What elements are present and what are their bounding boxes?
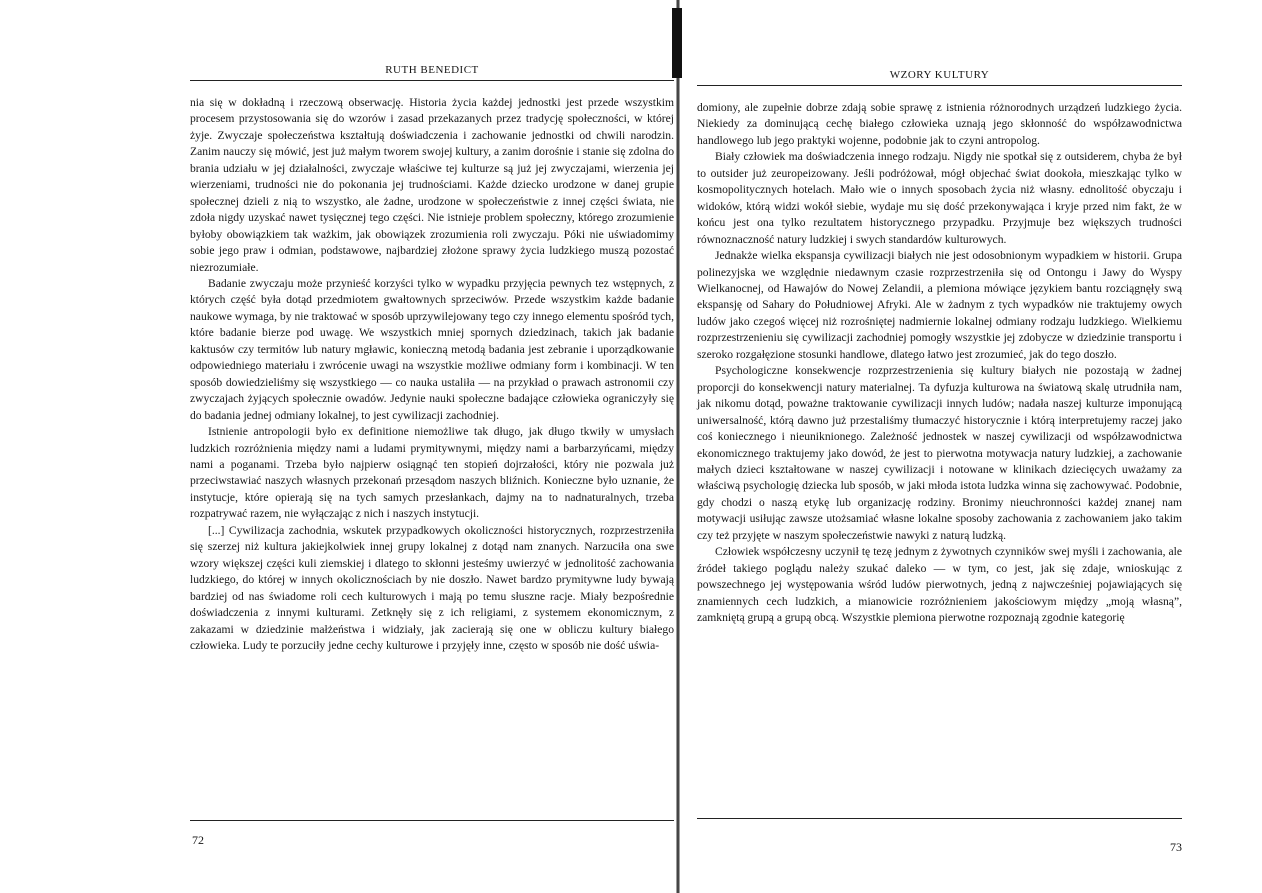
paragraph: Jednakże wielka ekspansja cywilizacji białych nie jest odosobnionym wypadkiem w historii. Grupa polinezyjska we względnie niedawnym czasie rozprzestrzeniła się od Ontongu i Jawy do Wyspy Wielkanocnej, od Hawajów do Nowej Zelandii, a plemiona mówiące językiem bantu rozciągnęły swą ekspansję od Sahary do Południowej Afryki. Ale w żadnym z tych wypadków nie traktujemy owych ludów jako czegoś więcej niż rozrośniętej nadmiernie lokalnej odmiany rodzaju ludzkiego. Wielkiemu rozprzestrzenieniu się cywilizacji zachodniej pomogły wszystkie jej zdobycze w dziedzinie transportu i szeroko rozgałęzione stosunki handlowe, dlatego łatwo jest zrozumieć, jak do tego doszło.	[697, 249, 1182, 361]
paragraph: Biały człowiek ma doświadczenia innego rodzaju. Nigdy nie spotkał się z outsiderem, chyba że był to outsider już zeuropeizowany. Jeśli podróżował, mógł objechać świat dookoła, mieszkając tylko w kosmopolitycznych hotelach. Mało wie o innych sposobach życia niż własny. ednolitość obyczaju i widoków, którą widzi wokół siebie, wydaje mu się dość przekonywająca i kryje przed nim fakt, że w końcu jest ona tylko rezultatem historycznego przypadku. Przyjmuje bez większych trudności równoznaczność natury ludzkiej i swych standardów kulturowych.	[697, 150, 1182, 246]
paragraph: Istnienie antropologii było ex definitione niemożliwe tak długo, jak długo tkwiły w umysłach ludzkich rozróżnienia między nami a ludami prymitywnymi, między nami a barbarzyńcami, między nami a poganami. Trzeba było najpierw osiągnąć ten stopień dojrzałości, który nie pozwala już przeciwstawiać naszych własnych przekonań przesądom naszych bliźnich. Konieczne było uznanie, że instytucje, które opierają się na tych samych przesłankach, dajmy na to nadnaturalnych, trzeba rozpatrywać razem, nie wyłączając z nich i naszych instytucji.	[190, 425, 674, 521]
right-page	[697, 0, 1182, 893]
running-head: RUTH BENEDICT	[385, 64, 479, 76]
footer-rule	[697, 818, 1182, 819]
page-body	[697, 100, 1182, 627]
left-page	[190, 0, 674, 893]
page-body	[190, 95, 674, 654]
running-head: WZORY KULTURY	[889, 69, 990, 81]
footer-rule	[190, 820, 674, 821]
page-number: 72	[192, 833, 204, 847]
paragraph: nia się w dokładną i rzeczową obserwację. Historia życia każdej jednostki jest przede wszystkim procesem przystosowania się do wzorów i zasad przekazanych przez tradycję społeczności, w której żyje. Zwyczaje społeczeństwa kształtują doświadczenia i zachowanie jednostki od chwili narodzin. Zanim nauczy się mówić, jest już małym tworem swojej kultury, a zanim dorośnie i stanie się zdolna do brania udziału w jej działalności, zwyczaje właściwe tej kulturze są już jej zwyczajami, wierzenia jej wierzeniami, trudności nie do pokonania jej trudnościami. Każde dziecko urodzone w danej grupie społecznej dzieli z nią to wszystko, ale żadne, urodzone w społeczeństwie z innej części świata, nie zdoła nigdy uzyskać nawet tysięcznej tego części. Nie istnieje problem społeczny, którego zrozumienie byłoby obowiązkiem tak ważkim, jak obowiązek zrozumienia roli zwyczaju. Póki nie uświadomimy sobie jego praw i odmian, podstawowe, najbardziej złożone sprawy życia ludzkiego muszą pozostać niezrozumiałe.	[190, 96, 674, 274]
header-rule	[190, 80, 674, 81]
paragraph: Psychologiczne konsekwencje rozprzestrzenienia się kultury białych nie pozostają w żadnej proporcji do konsekwencji natury materialnej. Ta dyfuzja kulturowa na światową skalę utrudniła nam, jak nikomu dotąd, poważne traktowanie cywilizacji innych ludów; nadała naszej kulturze imponującą uniwersalność, którą dawno już przestaliśmy tłumaczyć historycznie i którą interpretujemy raczej jako coś koniecznego i nieuniknionego. Zależność jednostek w naszej cywilizacji od współzawodnictwa ekonomicznego traktujemy jako dowód, że jest to pierwotna motywacja natury ludzkiej, a zachowanie małych dzieci kształtowane w naszej cywilizacji i notowane w klinikach dziecięcych uważamy za właściwą psychologię dziecka lub sposób, w jaki młoda istota ludzka winna się zachowywać. Podobnie, gdy chodzi o naszą etykę lub organizację rodziny. Bronimy nieuchronności każdej znanej nam motywacji usiłując zawsze utożsamiać własne lokalne sposoby zachowania z zachowaniem jako takim czy też przyjęte w naszym społeczeństwie nawyki z naturą ludzką.	[697, 364, 1182, 542]
page-number: 73	[1170, 840, 1182, 854]
book-gutter	[676, 0, 680, 893]
paragraph: Człowiek współczesny uczynił tę tezę jednym z żywotnych czynników swej myśli i zachowania, ale źródeł takiego poglądu należy szukać daleko — w tym, co jest, jak się zdaje, wnioskując z powszechnego jej występowania wśród ludów pierwotnych, jedną z najwcześniej pojawiających się znamiennych cech ludzkich, a mianowicie rozróżnieniem jakościowym między „moją własną”, zamkniętą grupą a grupą obcą. Wszystkie plemiona pierwotne rozpoznają zgodnie kategorię	[697, 545, 1182, 625]
paragraph: Badanie zwyczaju może przynieść korzyści tylko w wypadku przyjęcia pewnych tez wstępnych, z których część była dotąd przedmiotem gwałtownych sprzeciwów. Przede wszystkim każde badanie naukowe wymaga, by nie traktować w sposób uprzywilejowany tego czy innego elementu spośród tych, które badanie bierze pod uwagę. We wszystkich mniej spornych dziedzinach, takich jak badanie kaktusów czy termitów lub natury mgławic, konieczną metodą badania jest zebranie i uporządkowanie odpowiedniego materiału i zwrócenie uwagi na wszystkie możliwe odmiany form i kombinacji. W ten sposób dowiedzieliśmy się wszystkiego — co nauka ustaliła — na przykład o prawach astronomii czy zwyczajach żyjących społecznie owadów. Jedynie nauki społeczne badające człowieka ograniczyły się do badania jednej odmiany lokalnej, to jest cywilizacji zachodniej.	[190, 276, 674, 422]
header-rule	[697, 85, 1182, 86]
paragraph: domiony, ale zupełnie dobrze zdają sobie sprawę z istnienia różnorodnych urządzeń ludzkiego życia. Niekiedy za dominującą cechę białego człowieka uznają jego skłonność do współzawodnictwa handlowego lub jego praktyki wojenne, podobnie jak to czyni antropolog.	[697, 101, 1182, 147]
paragraph: [...] Cywilizacja zachodnia, wskutek przypadkowych okoliczności historycznych, rozprzestrzeniła się szerzej niż kultura jakiejkolwiek innej grupy lokalnej z dotąd nam znanych. Narzuciła ona swe wzory większej części kuli ziemskiej i dlatego to skłonni jesteśmy uwierzyć w jednolitość zachowania ludzkiego, do której w innych okolicznościach by nie doszło. Nawet bardzo prymitywne ludy bywają bardziej od nas świadome roli cech kulturowych i mają po temu słuszne racje. Miały bezpośrednie doświadczenia z innymi kulturami. Zetknęły się z ich religiami, z systemem ekonomicznym, z zakazami w dziedzinie małżeństwa i widziały, jak zacierają się one w obliczu kultury białego człowieka. Ludy te porzuciły jedne cechy kulturowe i przyjęły inne, często w sposób nie dość uświa-	[190, 523, 674, 652]
